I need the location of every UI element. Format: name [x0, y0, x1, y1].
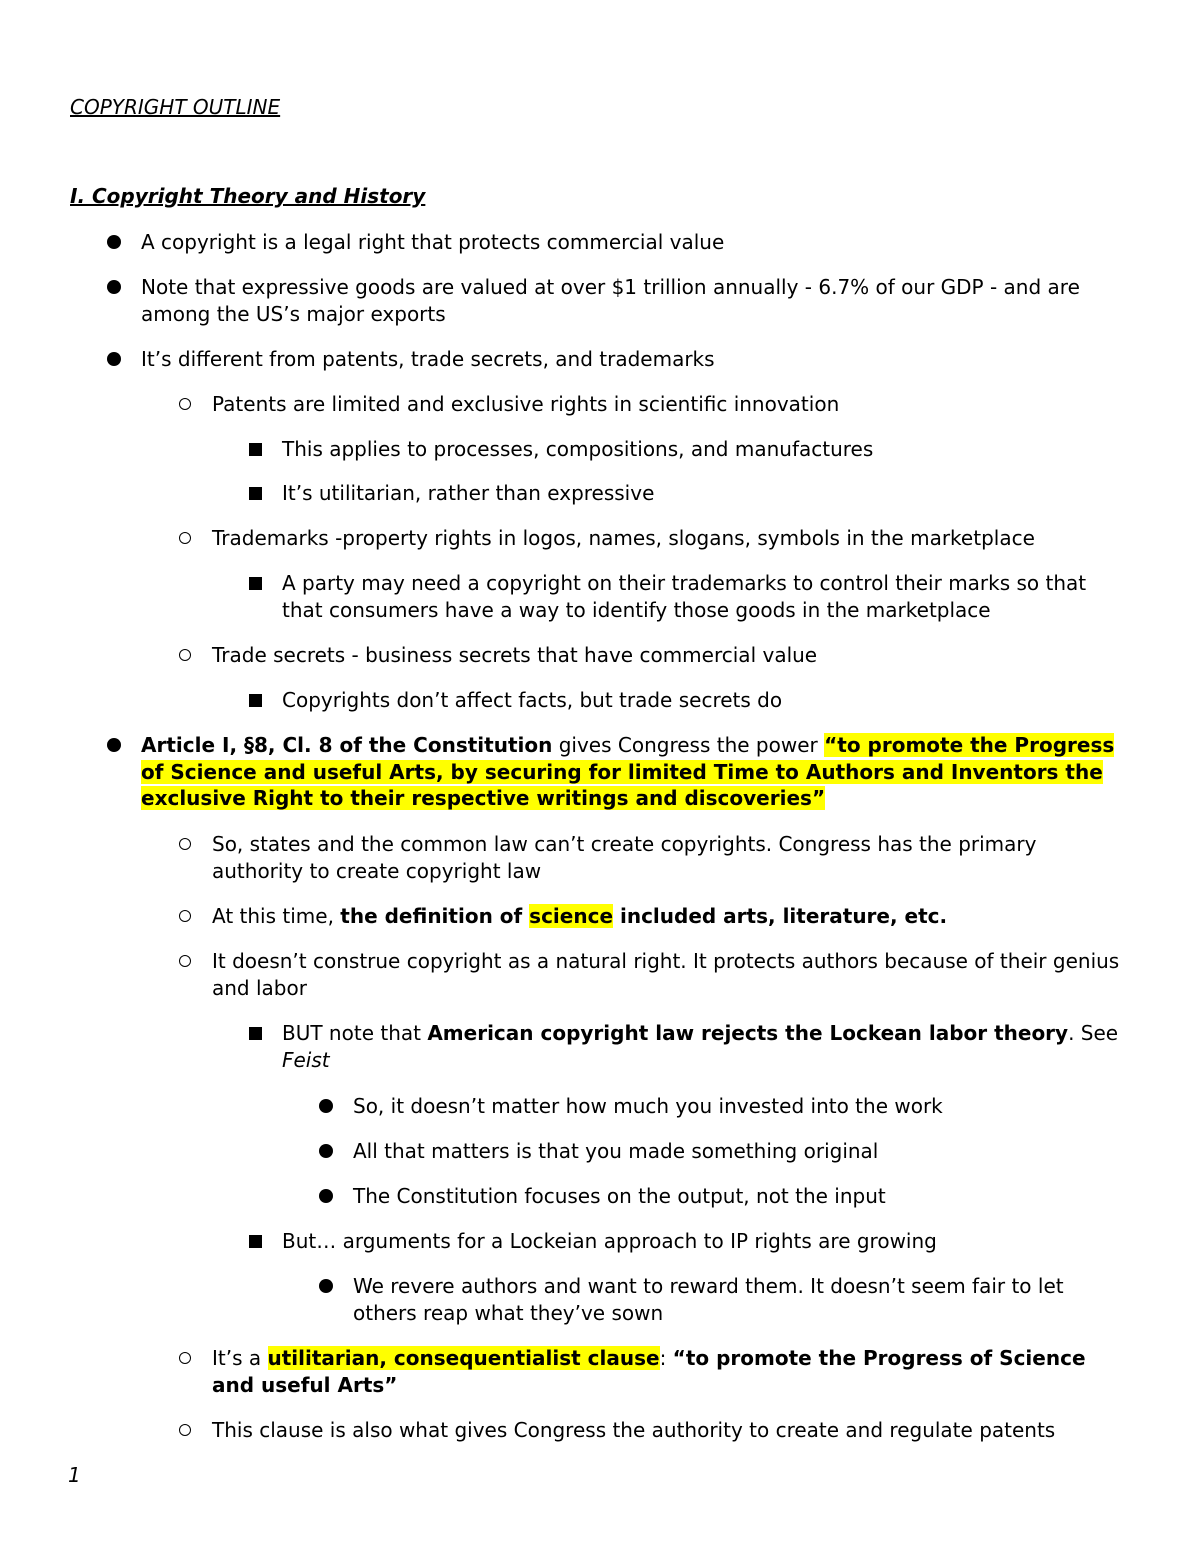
outline-subitem: So, states and the common law can’t create copyrights. Congress has the primary authority to create copyright law — [212, 831, 1126, 884]
hollow-circle-bullet-icon — [175, 1417, 195, 1443]
hollow-circle-bullet-icon — [175, 831, 195, 857]
outline-item: Article I, §8, Cl. 8 of the Constitution gives Congress the power “to promote the Progress of Science and useful Arts, by securing for limited Time to Authors and Inventors the exclusive Right to their respective writings and discoveries” — [141, 732, 1126, 812]
outline-item: It’s different from patents, trade secrets, and trademarks — [141, 346, 1126, 373]
section-heading: I. Copyright Theory and History — [70, 184, 426, 208]
filled-circle-bullet-icon — [104, 274, 124, 300]
outline-item: A copyright is a legal right that protects commercial value — [141, 229, 1126, 256]
outline-subitem: Trademarks -property rights in logos, names, slogans, symbols in the marketplace — [212, 525, 1126, 552]
filled-square-bullet-icon — [245, 1228, 265, 1254]
outline-subitem: It’s a utilitarian, consequentialist clause: “to promote the Progress of Science and useful Arts” — [212, 1345, 1126, 1398]
document-title: COPYRIGHT OUTLINE — [70, 95, 281, 119]
filled-circle-bullet-icon — [104, 346, 124, 372]
filled-circle-bullet-icon — [104, 732, 124, 758]
outline-level4-item: We revere authors and want to reward them. It doesn’t seem fair to let others reap what they’ve sown — [353, 1273, 1133, 1326]
outline-subsubitem: It’s utilitarian, rather than expressive — [282, 480, 1132, 507]
outline-subitem: At this time, the definition of science included arts, literature, etc. — [212, 903, 1126, 930]
page-number: 1 — [68, 1463, 81, 1487]
filled-circle-bullet-icon — [316, 1273, 336, 1299]
outline-subitem: This clause is also what gives Congress the authority to create and regulate patents — [212, 1417, 1126, 1444]
outline-level4-item: The Constitution focuses on the output, not the input — [353, 1183, 1133, 1210]
hollow-circle-bullet-icon — [175, 1345, 195, 1371]
filled-square-bullet-icon — [245, 480, 265, 506]
outline-subitem: It doesn’t construe copyright as a natural right. It protects authors because of their genius and labor — [212, 948, 1126, 1001]
outline-subsubitem: But… arguments for a Lockeian approach to IP rights are growing — [282, 1228, 1132, 1255]
outline-subsubitem: Copyrights don’t affect facts, but trade secrets do — [282, 687, 1132, 714]
hollow-circle-bullet-icon — [175, 948, 195, 974]
filled-square-bullet-icon — [245, 570, 265, 596]
outline-subsubitem: This applies to processes, compositions, and manufactures — [282, 436, 1132, 463]
hollow-circle-bullet-icon — [175, 391, 195, 417]
filled-circle-bullet-icon — [316, 1138, 336, 1164]
outline-level4-item: So, it doesn’t matter how much you invested into the work — [353, 1093, 1133, 1120]
filled-circle-bullet-icon — [316, 1183, 336, 1209]
highlighted-quote: “to promote the Progress of Science and useful Arts, by securing for limited Time to Authors and Inventors the exclusive Right to their respective writings and discoveries” — [141, 733, 1115, 810]
outline-subsubitem: BUT note that American copyright law rejects the Lockean labor theory. See Feist — [282, 1020, 1132, 1073]
outline-subsubitem: A party may need a copyright on their trademarks to control their marks so that that consumers have a way to identify those goods in the marketplace — [282, 570, 1132, 623]
outline-level4-item: All that matters is that you made something original — [353, 1138, 1133, 1165]
hollow-circle-bullet-icon — [175, 525, 195, 551]
highlighted-term: utilitarian, consequentialist clause — [267, 1346, 660, 1370]
highlighted-term: science — [529, 904, 614, 928]
outline-subitem: Patents are limited and exclusive rights in scientific innovation — [212, 391, 1126, 418]
case-name: Feist — [282, 1047, 330, 1072]
filled-circle-bullet-icon — [316, 1093, 336, 1119]
filled-square-bullet-icon — [245, 1020, 265, 1046]
outline-subitem: Trade secrets - business secrets that have commercial value — [212, 642, 1126, 669]
outline-item: Note that expressive goods are valued at over $1 trillion annually - 6.7% of our GDP - and are among the US’s major exports — [141, 274, 1126, 327]
filled-square-bullet-icon — [245, 687, 265, 713]
hollow-circle-bullet-icon — [175, 903, 195, 929]
filled-square-bullet-icon — [245, 436, 265, 462]
constitution-citation: Article I, §8, Cl. 8 of the Constitution — [141, 733, 553, 757]
filled-circle-bullet-icon — [104, 229, 124, 255]
hollow-circle-bullet-icon — [175, 642, 195, 668]
